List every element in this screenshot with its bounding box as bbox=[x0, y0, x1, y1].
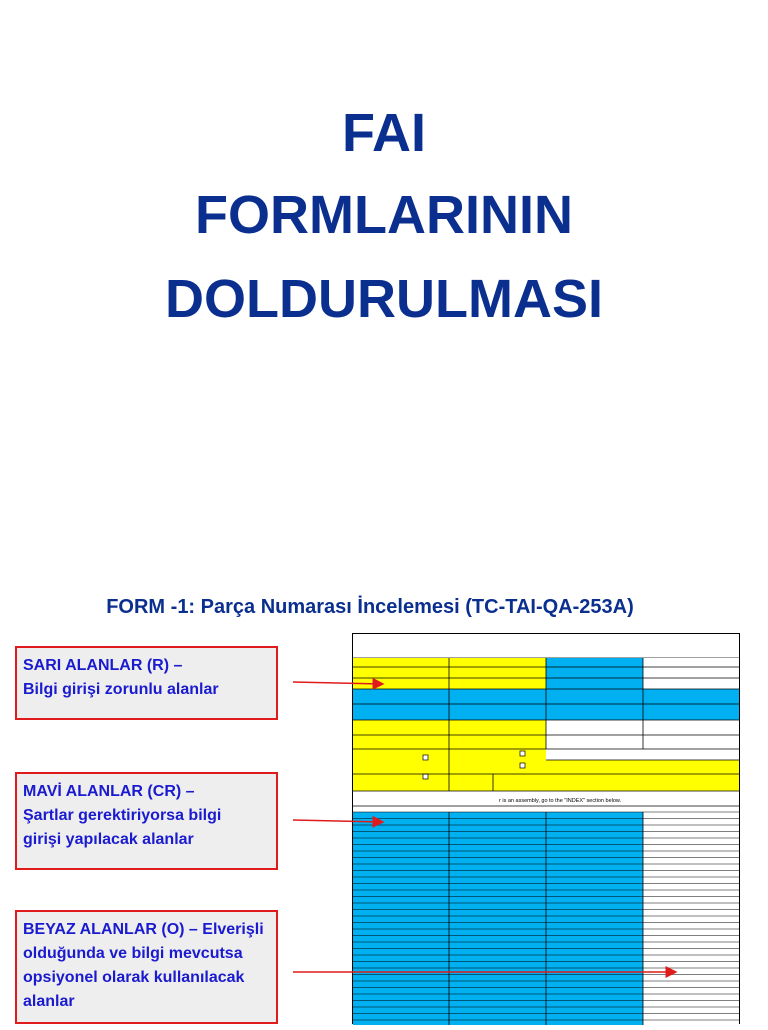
cell-blue bbox=[353, 812, 643, 1025]
checkbox-icon bbox=[520, 751, 525, 756]
cell-yellow bbox=[449, 658, 546, 689]
legend-yellow-line-2: Bilgi girişi zorunlu alanlar bbox=[23, 681, 219, 698]
form-subtitle: FORM -1: Parça Numarası İncelemesi (TC-TAI-QA-253A) bbox=[106, 596, 634, 618]
legend-white-line-4: alanlar bbox=[23, 993, 75, 1010]
legend-white-line-2: olduğunda ve bilgi mevcutsa bbox=[23, 945, 243, 962]
legend-white-line-3: opsiyonel olarak kullanılacak bbox=[23, 969, 245, 986]
legend-blue-fields bbox=[15, 772, 278, 870]
form-assembly-note: r is an assembly, go to the "INDEX" section below. bbox=[499, 798, 622, 804]
title-line-2: FORMLARININ bbox=[195, 185, 573, 245]
legend-white-line-1: BEYAZ ALANLAR (O) – Elverişli bbox=[23, 921, 264, 938]
cell-blue bbox=[546, 658, 643, 689]
legend-yellow-line-1: SARI ALANLAR (R) – bbox=[23, 657, 183, 674]
checkbox-icon bbox=[423, 774, 428, 779]
form-grid bbox=[353, 634, 739, 1025]
title-line-1: FAI bbox=[341, 103, 426, 163]
title-line-3: DOLDURULMASI bbox=[165, 269, 603, 329]
legend-white-fields bbox=[15, 910, 278, 1024]
cell-yellow bbox=[353, 658, 449, 689]
legend-blue-line-3: girişi yapılacak alanlar bbox=[23, 831, 194, 848]
legend-blue-line-2: Şartlar gerektiriyorsa bilgi bbox=[23, 807, 222, 824]
form-preview bbox=[352, 633, 740, 1024]
checkbox-icon bbox=[423, 755, 428, 760]
cell-yellow bbox=[353, 720, 546, 749]
cell-white bbox=[546, 749, 739, 760]
cell-white bbox=[643, 658, 739, 689]
legend-blue-line-1: MAVİ ALANLAR (CR) – bbox=[23, 783, 195, 800]
checkbox-icon bbox=[520, 763, 525, 768]
cell-white bbox=[546, 720, 739, 749]
legend-yellow-fields bbox=[15, 646, 278, 720]
